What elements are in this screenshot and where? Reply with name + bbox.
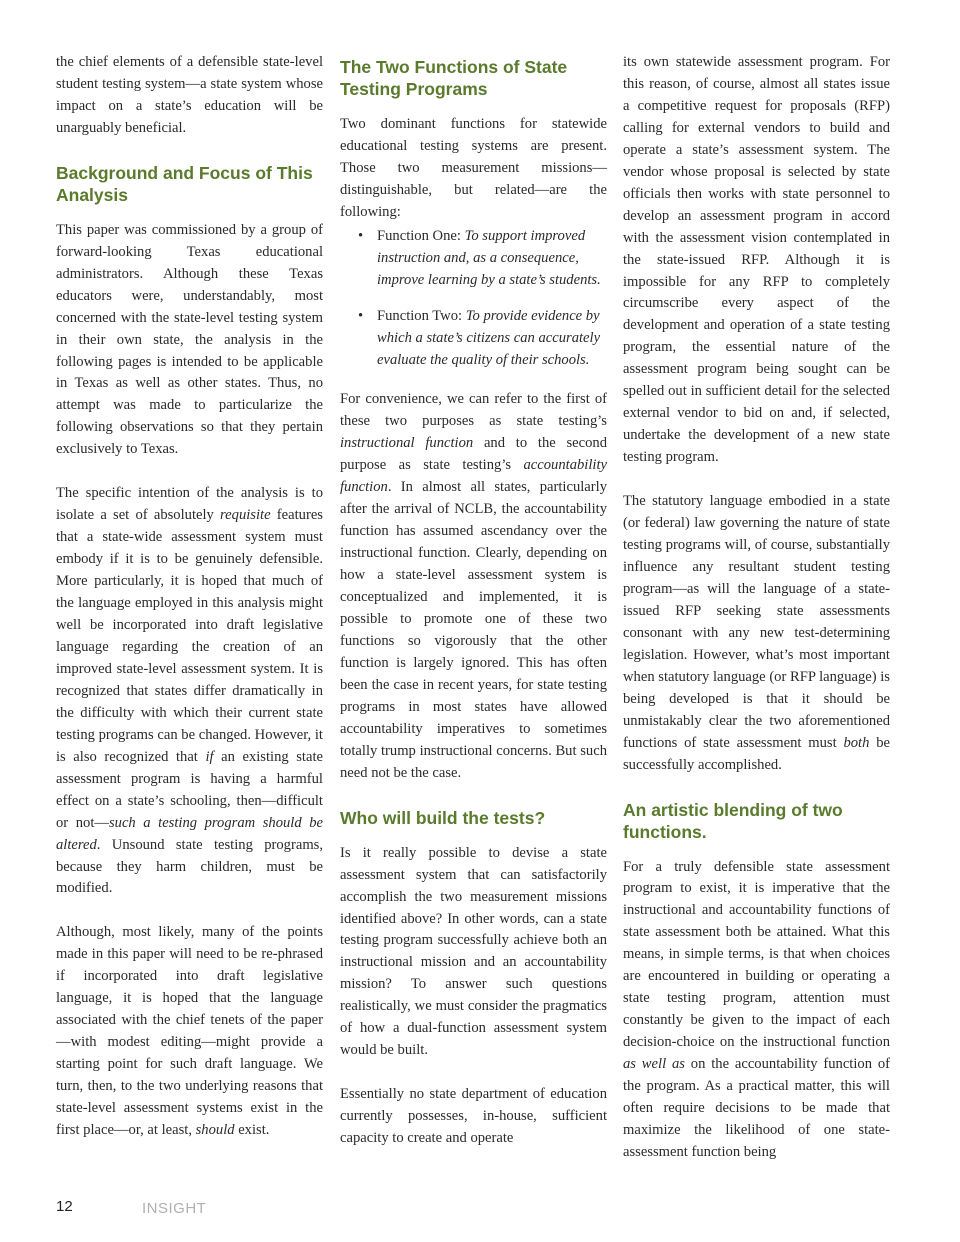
paragraph-although: Although, most likely, many of the points made in this paper will need to be re-phrased if incorporated into draft legislative language, it is hoped that the language associated with the chief tenets of the paper—with modest editing—might provide a starting point for such draft language. We turn, then, to the two underlying reasons that state-level assessment systems exist in the first place—or, at least, should exist. — [56, 924, 323, 1138]
paragraph-essentially: Essentially no state department of education currently possesses, in-house, sufficient capacity to create and operate — [340, 1086, 607, 1147]
heading-two-functions: The Two Functions of State Testing Programs — [340, 57, 568, 99]
heading-background: Background and Focus of This Analysis — [56, 162, 313, 205]
paragraph-really-possible: Is it really possible to devise a state assessment system that can satisfactorily accomplish the two measurement missions identified above? In other words, can a state testing program successfully achieve both an instructional mission and an accountability mission? To answer such questions realistically, we must consider the pragmatics of how a dual-function assessment system would be built. — [340, 844, 607, 1059]
publication-title: INSIGHT — [142, 1200, 207, 1217]
list-item-function-two: • Function Two: To provide evidence by which a state’s citizens can accurately evaluate the quality of their schools. — [358, 306, 607, 372]
paragraph-intention: The specific intention of the analysis is to isolate a set of absolutely requisite features that a state-wide assessment system must embody if it is to be genuinely defensible. More particularly, it is hoped that much of the language employed in this analysis might well be incorporated into draft legislative language regarding the creation of an improved state-level assessment system. It is recognized that states differ dramatically in the difficulty with which their current state testing programs can be changed. However, it is also recognized that if an existing state assessment program is having a harmful effect on a state’s schooling, then—difficult or not—such a testing program should be altered. Unsound state testing programs, because they harm children, must be modified. — [56, 485, 323, 897]
page-number: 12 — [56, 1198, 73, 1215]
column-1 — [56, 52, 323, 1142]
list-item-function-one: • Function One: To support improved instruction and, as a consequence, improve learning by a state’s students. — [358, 226, 607, 292]
paragraph-commissioned: This paper was commissioned by a group of forward-looking Texas educational administrators. Although these Texas educators were, understandably, most concerned with the state-level testing system in their own state, the analysis in the following pages is intended to be applicable in Texas as well as other states. Thus, no attempt was made to particularize the following observations so that they pertain exclusively to Texas. — [56, 221, 323, 458]
heading-artistic-blending: An artistic blending of two functions. — [623, 799, 843, 842]
paragraph-convenience: For convenience, we can refer to the first of these two purposes as state testing’s instructional function and to the second purpose as state testing’s accountability function. In almost all states, particularly after the arrival of NCLB, the accountability function has assumed ascendancy over the instructional function. Clearly, depending on how a state-level assessment system is conceptualized and implemented, it is possible to promote one of these two functions so vigorously that the other function is largely ignored. This has often been the case in recent years, for state testing programs in most states have allowed accountability imperatives to sometimes totally trump instructional concerns. But such need not be the case. — [340, 391, 607, 781]
heading-who-builds: Who will build the tests? — [340, 807, 546, 828]
column-2 — [340, 52, 607, 1150]
paragraph-dominant: Two dominant functions for statewide educational testing systems are present. Those two measurement missions—distinguishable, but related—are the following: — [340, 116, 607, 220]
function-list — [340, 226, 607, 372]
paragraph-intro: the chief elements of a defensible state-level student testing system—a state system whose impact on a state’s education will be unarguably beneficial. — [56, 54, 323, 136]
paragraph-truly-defensible: For a truly defensible state assessment program to exist, it is imperative that the instructional and accountability functions of state assessment both be attained. What this means, in simple terms, is that when choices are encountered in building or operating a state testing program, attention must constantly be given to the impact of each decision-choice on the instructional function as well as on the accountability function of the program. As a practical matter, this will often require decisions to be made that maximize the likelihood of one state-assessment function being — [623, 858, 891, 1160]
paragraph-statutory: The statutory language embodied in a state (or federal) law governing the nature of state testing programs will, of course, substantially influence any resultant student testing program—as will the language of a state-issued RFP seeking state assessments consonant with any new test-determining legislation. However, what’s most important when statutory language (or RFP language) is being developed is that it should be unmistakably clear the two aforementioned functions of state assessment must both be successfully accomplished. — [623, 493, 890, 773]
column-3 — [623, 52, 890, 1164]
paragraph-own-program: its own statewide assessment program. For this reason, of course, almost all states issue a competitive request for proposals (RFP) calling for external vendors to build and operate a state’s assessment system. The vendor whose proposal is selected by state officials then works with state personnel to develop an assessment program in accord with the assessment vision contemplated in the state-issued RFP. Although it is impossible for any RFP to completely circumscribe every aspect of the development and operation of a state testing program, the essential nature of the assessment program being sought can be spelled out in sufficient detail for the selected external vendor to bid on and, if selected, undertake the development of a new state testing program. — [623, 54, 890, 466]
